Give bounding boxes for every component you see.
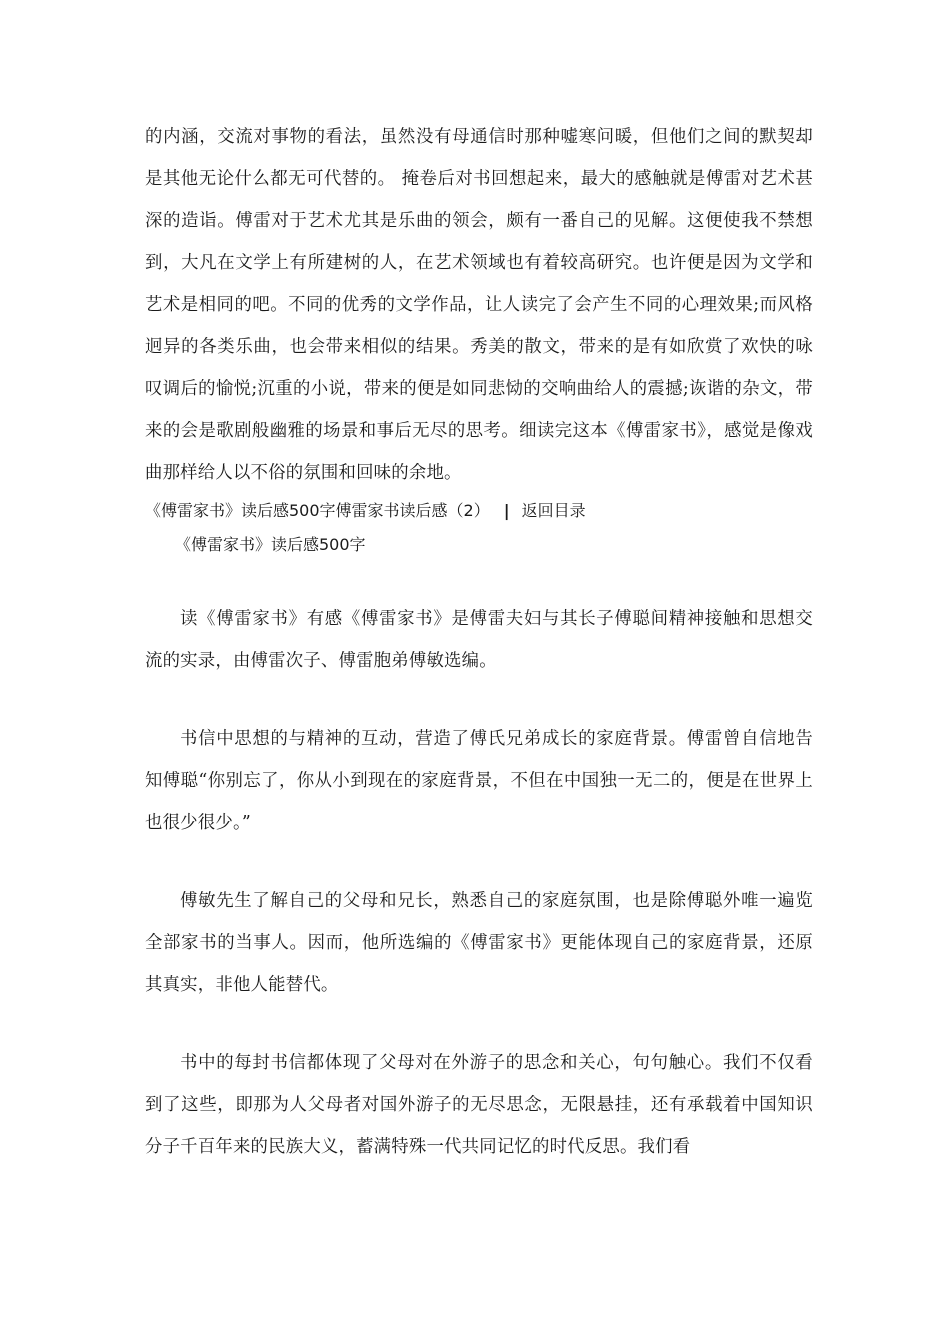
back-to-contents-link[interactable]: 返回目录: [521, 501, 586, 520]
paragraph-spacer: [145, 682, 813, 718]
body-paragraph-3: 傅敏先生了解自己的父母和兄长，熟悉自己的家庭氛围，也是除傅聪外唯一遍览全部家书的当事人。因而，他所选编的《傅雷家书》更能体现自己的家庭背景，还原其真实，非他人能替代。: [145, 891, 813, 995]
paragraph-spacer: [145, 1006, 813, 1042]
article-subtitle: 《傅雷家书》读后感500字: [175, 535, 366, 554]
intro-paragraph: 的内涵，交流对事物的看法，虽然没有母通信时那种嘘寒问暖，但他们之间的默契却是其他无论什么都无可代替的。 掩卷后对书回想起来，最大的感触就是傅雷对艺术甚深的造诣。傅雷对于艺术尤其是乐曲的领会，颇有一番自己的见解。这便使我不禁想到，大凡在文学上有所建树的人，在艺术领域也有着较高研究。也许便是因为文学和艺术是相同的吧。不同的优秀的文学作品，让人读完了会产生不同的心理效果;而风格迥异的各类乐曲，也会带来相似的结果。秀美的散文，带来的是有如欣赏了欢快的咏叹调后的愉悦;沉重的小说，带来的便是如同悲恸的交响曲给人的震撼;诙谐的杂文，带来的会是歌剧般幽雅的场景和事后无尽的思考。细读完这本《傅雷家书》，感觉是像戏曲那样给人以不俗的氛围和回味的余地。: [145, 127, 813, 483]
paragraph-spacer: [145, 562, 813, 598]
heading-separator: |: [503, 501, 510, 520]
document-page: [145, 116, 813, 1168]
section-heading-line: [145, 494, 813, 528]
body-paragraph-4: 书中的每封书信都体现了父母对在外游子的思念和关心，句句触心。我们不仅看到了这些，即那为人父母者对国外游子的无尽思念，无限悬挂，还有承载着中国知识分子千百年来的民族大义，蓄满特殊一代共同记忆的时代反思。我们看: [145, 1053, 813, 1157]
paragraph-spacer: [145, 844, 813, 880]
body-paragraph-1: 读《傅雷家书》有感《傅雷家书》是傅雷夫妇与其长子傅聪间精神接触和思想交流的实录，由傅雷次子、傅雷胞弟傅敏选编。: [145, 609, 813, 671]
body-paragraph-2: 书信中思想的与精神的互动，营造了傅氏兄弟成长的家庭背景。傅雷曾自信地告知傅聪“你别忘了，你从小到现在的家庭背景，不但在中国独一无二的，便是在世界上也很少很少。”: [145, 729, 813, 833]
section-heading: 《傅雷家书》读后感500字傅雷家书读后感（2）: [145, 501, 490, 520]
